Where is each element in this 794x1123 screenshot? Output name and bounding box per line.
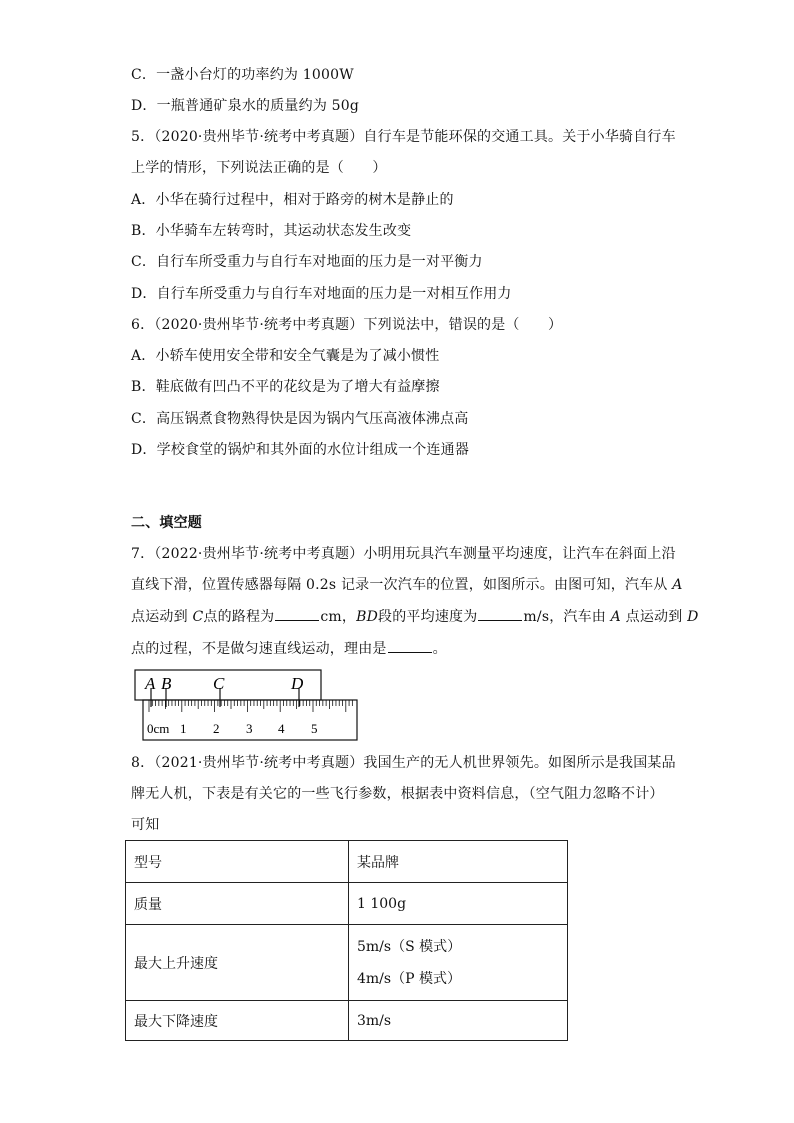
table-cell-value [349, 925, 568, 1001]
q7-stem-line3 [131, 606, 699, 627]
q5-option-b: B．小华骑车左转弯时，其运动状态发生改变 [131, 223, 412, 239]
q6-option-d: D．学校食堂的锅炉和其外面的水位计组成一个连通器 [131, 442, 470, 458]
q7-text: 点的过程，不是做匀速直线运动，理由是 [131, 641, 387, 657]
label-d: D [291, 674, 304, 693]
table-row [126, 1001, 568, 1041]
q7-text: 段的平均速度为 [378, 609, 478, 625]
label-c: C [213, 674, 225, 693]
speed-s-mode: 5m/s（S 模式） [357, 938, 462, 955]
q7-stem-line1: 7．（2022·贵州毕节·统考中考真题）小明用玩具汽车测量平均速度，让汽车在斜面上沿 [131, 546, 676, 562]
q6-stem: 6．（2020·贵州毕节·统考中考真题）下列说法中，错误的是（ ） [131, 317, 563, 333]
ruler-figure [131, 669, 363, 743]
ruler-ticks [149, 700, 352, 712]
answer-blank-distance[interactable] [275, 606, 319, 621]
drone-spec-table [125, 840, 568, 1041]
q5-stem-line1: 5．（2020·贵州毕节·统考中考真题）自行车是节能环保的交通工具。关于小华骑自行车 [131, 129, 676, 145]
q5-option-a: A．小华在骑行过程中，相对于路旁的树木是静止的 [131, 192, 454, 208]
table-cell-value: 某品牌 [349, 841, 568, 883]
answer-blank-reason[interactable] [388, 638, 432, 653]
q7-var-c: C [192, 609, 204, 625]
answer-blank-speed[interactable] [478, 606, 522, 621]
table-cell-key: 型号 [126, 841, 349, 883]
table-row [126, 925, 568, 1001]
q8-stem-line3: 可知 [131, 817, 160, 833]
q7-stem-line2 [131, 575, 683, 595]
q4-option-d: D．一瓶普通矿泉水的质量约为 50g [131, 98, 360, 114]
q5-stem-line2: 上学的情形，下列说法正确的是（ ） [131, 160, 387, 176]
q6-option-b: B．鞋底做有凹凸不平的花纹是为了增大有益摩擦 [131, 379, 440, 395]
q4-option-c: C．一盏小台灯的功率约为 1000W [131, 67, 354, 83]
table-cell-key: 最大下降速度 [126, 1001, 349, 1041]
label-b: B [161, 674, 172, 693]
scale-2: 2 [213, 721, 220, 736]
q7-text: m/s，汽车由 [523, 609, 611, 625]
q7-var-a2: A [610, 609, 621, 625]
q7-var-bd: BD [356, 609, 379, 625]
scale-0cm: 0cm [147, 721, 170, 736]
q7-text: 。 [432, 641, 447, 657]
q8-stem-line1: 8．（2021·贵州毕节·统考中考真题）我国生产的无人机世界领先。如图所示是我国某品 [131, 755, 676, 771]
q5-option-c: C．自行车所受重力与自行车对地面的压力是一对平衡力 [131, 254, 483, 270]
q6-option-c: C．高压锅煮食物熟得快是因为锅内气压高液体沸点高 [131, 411, 469, 427]
table-row [126, 883, 568, 925]
q8-stem-line2: 牌无人机，下表是有关它的一些飞行参数，根据表中资料信息，（空气阻力忽略不计） [131, 786, 664, 802]
q7-stem-line4 [131, 638, 447, 659]
table-cell-value: 3m/s [349, 1001, 568, 1041]
scale-5: 5 [311, 721, 318, 736]
q7-text: 点运动到 [620, 609, 688, 625]
label-a: A [145, 674, 156, 693]
q5-option-d: D．自行车所受重力与自行车对地面的压力是一对相互作用力 [131, 286, 512, 302]
q7-text: cm， [320, 609, 357, 625]
speed-p-mode: 4m/s（P 模式） [357, 970, 461, 987]
q6-option-a: A．小轿车使用安全带和安全气囊是为了减小惯性 [131, 348, 440, 364]
scale-1: 1 [180, 721, 187, 736]
section-title: 二、填空题 [131, 515, 202, 531]
scale-4: 4 [278, 721, 285, 736]
q7-var-d: D [687, 609, 699, 625]
q7-stem-line2-text: 直线下滑，位置传感器每隔 0.2s 记录一次汽车的位置，如图所示。由图可知，汽车从 [131, 577, 668, 593]
table-cell-key: 最大上升速度 [126, 925, 349, 1001]
q7-var-a: A [672, 577, 683, 593]
scale-3: 3 [246, 721, 253, 736]
table-row [126, 841, 568, 883]
q7-text: 点运动到 [131, 609, 193, 625]
table-cell-value: 1 100g [349, 883, 568, 925]
q7-text: 点的路程为 [203, 609, 275, 625]
table-cell-key: 质量 [126, 883, 349, 925]
